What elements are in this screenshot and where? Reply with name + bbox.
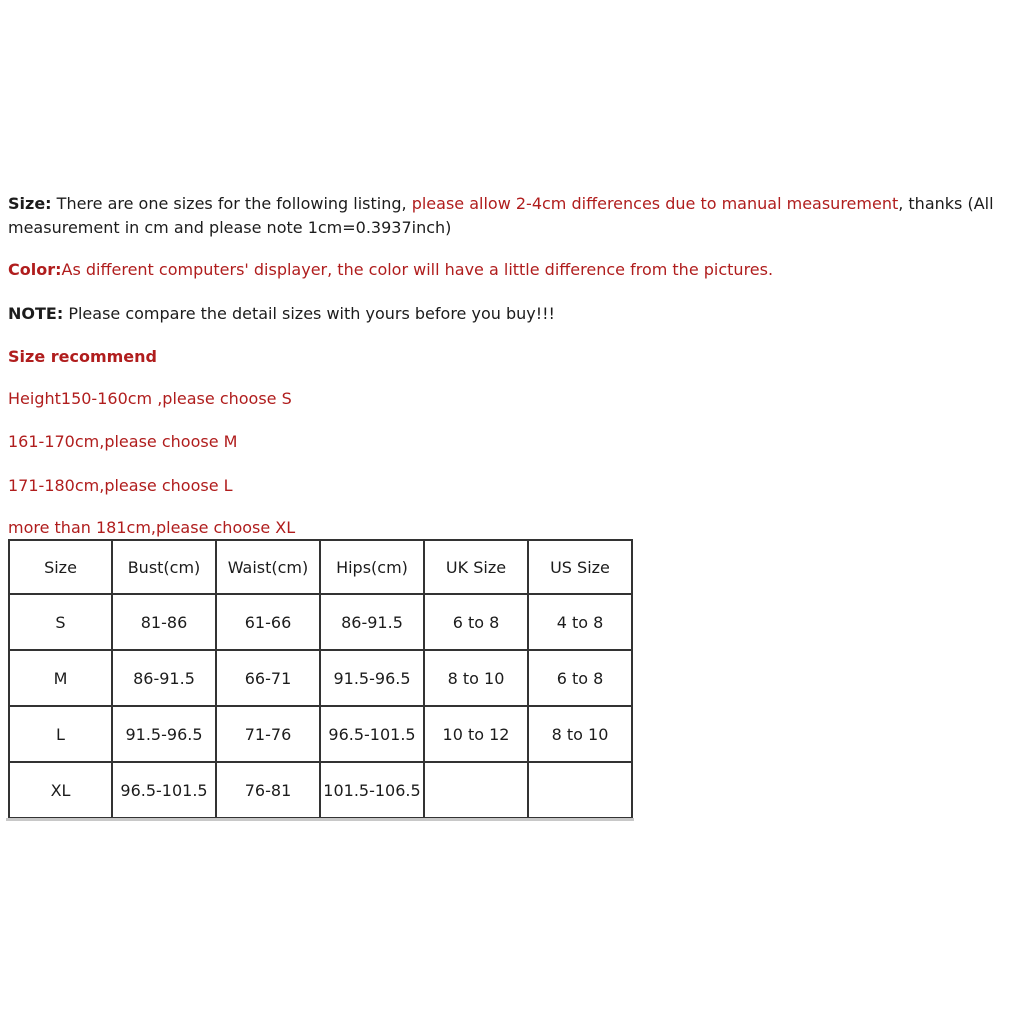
header-uk-size: UK Size bbox=[424, 540, 528, 594]
cell-waist: 61-66 bbox=[216, 594, 320, 650]
cell-us-size: 6 to 8 bbox=[528, 650, 632, 706]
table-row bbox=[9, 594, 632, 650]
color-info-line bbox=[8, 259, 773, 281]
recommendation-item: 171-180cm,please choose L bbox=[8, 476, 233, 495]
cell-hips: 101.5-106.5 bbox=[320, 762, 424, 818]
cell-us-size bbox=[528, 762, 632, 818]
table-bottom-shadow bbox=[6, 818, 634, 821]
cell-bust: 81-86 bbox=[112, 594, 216, 650]
size-info-line-2: measurement in cm and please note 1cm=0.3937inch) bbox=[8, 218, 452, 237]
color-label: Color: bbox=[8, 260, 62, 279]
size-recommend-title: Size recommend bbox=[8, 347, 157, 366]
size-text-a: There are one sizes for the following listing, bbox=[51, 194, 412, 213]
cell-uk-size: 6 to 8 bbox=[424, 594, 528, 650]
cell-uk-size bbox=[424, 762, 528, 818]
table-row bbox=[9, 650, 632, 706]
note-text: Please compare the detail sizes with yours before you buy!!! bbox=[63, 304, 555, 323]
header-waist: Waist(cm) bbox=[216, 540, 320, 594]
table-header-row bbox=[9, 540, 632, 594]
size-text-highlight: please allow 2-4cm differences due to manual measurement bbox=[411, 194, 899, 213]
cell-hips: 86-91.5 bbox=[320, 594, 424, 650]
size-chart-table bbox=[8, 539, 633, 819]
header-size: Size bbox=[9, 540, 112, 594]
cell-uk-size: 8 to 10 bbox=[424, 650, 528, 706]
cell-us-size: 4 to 8 bbox=[528, 594, 632, 650]
note-label: NOTE: bbox=[8, 304, 64, 323]
cell-hips: 91.5-96.5 bbox=[320, 650, 424, 706]
cell-us-size: 8 to 10 bbox=[528, 706, 632, 762]
color-text: As different computers' displayer, the color will have a little difference from the pictures. bbox=[61, 260, 774, 279]
cell-size: L bbox=[9, 706, 112, 762]
header-bust: Bust(cm) bbox=[112, 540, 216, 594]
note-line bbox=[8, 303, 555, 325]
cell-waist: 71-76 bbox=[216, 706, 320, 762]
table-row bbox=[9, 762, 632, 818]
cell-size: M bbox=[9, 650, 112, 706]
cell-bust: 91.5-96.5 bbox=[112, 706, 216, 762]
cell-waist: 66-71 bbox=[216, 650, 320, 706]
cell-waist: 76-81 bbox=[216, 762, 320, 818]
header-hips: Hips(cm) bbox=[320, 540, 424, 594]
size-info-line bbox=[8, 193, 994, 215]
cell-hips: 96.5-101.5 bbox=[320, 706, 424, 762]
cell-uk-size: 10 to 12 bbox=[424, 706, 528, 762]
recommendation-item: Height150-160cm ,please choose S bbox=[8, 389, 292, 408]
cell-size: XL bbox=[9, 762, 112, 818]
cell-size: S bbox=[9, 594, 112, 650]
recommendation-item: more than 181cm,please choose XL bbox=[8, 518, 296, 537]
recommendation-item: 161-170cm,please choose M bbox=[8, 432, 238, 451]
header-us-size: US Size bbox=[528, 540, 632, 594]
cell-bust: 86-91.5 bbox=[112, 650, 216, 706]
cell-bust: 96.5-101.5 bbox=[112, 762, 216, 818]
size-label: Size: bbox=[8, 194, 52, 213]
size-text-b: , thanks (All bbox=[898, 194, 994, 213]
table-row bbox=[9, 706, 632, 762]
